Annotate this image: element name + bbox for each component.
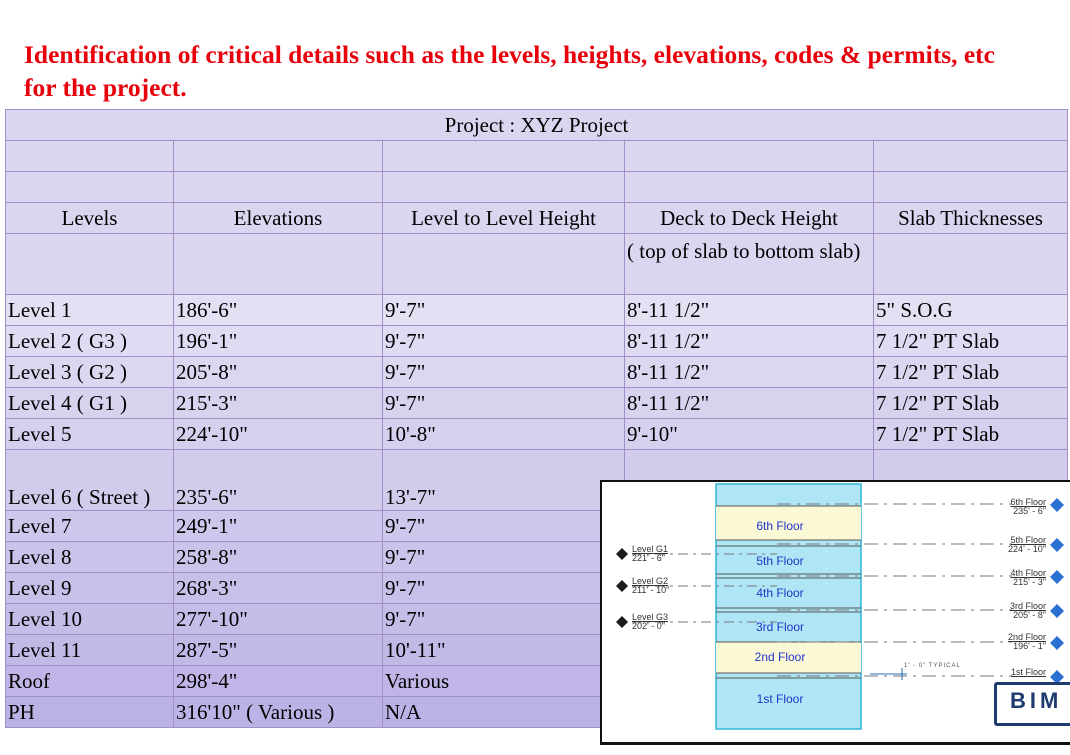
heading-line-2: for the project.	[24, 73, 187, 102]
floor-label-5: 5th Floor	[756, 554, 804, 568]
blank-row	[6, 141, 1068, 172]
blank-cell	[874, 234, 1068, 295]
right-level-3-elev: 205' - 8"	[1013, 610, 1046, 620]
bim-logo-text: BIM	[1010, 688, 1063, 713]
table-cell: 224'-10"	[174, 419, 383, 450]
right-level-6-elev: 235' - 6"	[1013, 506, 1046, 516]
left-level-g2	[632, 577, 669, 595]
right-level-1-name: 1st Floor	[1010, 667, 1046, 677]
blank-cell	[6, 234, 174, 295]
right-level-3-name: 3rd Floor	[1009, 601, 1046, 611]
right-level-4	[992, 569, 1046, 587]
blank-cell	[6, 141, 174, 172]
blank-cell	[174, 172, 383, 203]
table-cell: Roof	[6, 666, 174, 697]
right-level-5-elev: 224' - 10"	[1008, 544, 1046, 554]
left-level-g1-elev: 221' - 6"	[632, 553, 665, 563]
left-level-g1	[632, 545, 668, 563]
right-level-6-name: 6th Floor	[1010, 497, 1046, 507]
blank-cell	[383, 141, 625, 172]
column-header: Deck to Deck Height	[625, 203, 874, 234]
table-row	[6, 388, 1068, 419]
blank-cell	[874, 141, 1068, 172]
blank-cell	[383, 172, 625, 203]
table-cell: Various	[383, 666, 625, 697]
header-row	[6, 203, 1068, 234]
table-cell: 7 1/2" PT Slab	[874, 326, 1068, 357]
title-row	[6, 110, 1068, 141]
blank-cell	[174, 141, 383, 172]
table-cell: Level 8	[6, 542, 174, 573]
table-row	[6, 357, 1068, 388]
blank-cell	[174, 234, 383, 295]
table-cell: PH	[6, 697, 174, 728]
left-level-g3-name: Level G3	[632, 612, 669, 622]
left-level-g2-elev: 211' - 10"	[632, 585, 670, 595]
table-cell: 277'-10"	[174, 604, 383, 635]
right-level-5	[992, 536, 1046, 554]
right-level-2-name: 2nd Floor	[1007, 632, 1046, 642]
table-row	[6, 295, 1068, 326]
right-level-2-elev: 196' - 1"	[1013, 641, 1046, 651]
table-cell: 9'-7"	[383, 326, 625, 357]
typical-dimension-note: 1' - 0" TYPICAL	[904, 663, 961, 669]
blank-cell	[383, 234, 625, 295]
floor-label-4: 4th Floor	[756, 586, 804, 600]
table-cell: N/A	[383, 697, 625, 728]
left-level-g3-elev: 202' - 0"	[632, 621, 665, 631]
table-cell: 13'-7"	[383, 450, 625, 511]
building-section-drawing	[600, 480, 1070, 745]
table-cell: 298'-4"	[174, 666, 383, 697]
heading-line-1: Identification of critical details such as the levels, heights, elevations, codes & permits, etc	[24, 40, 995, 69]
table-cell: 268'-3"	[174, 573, 383, 604]
blank-cell	[874, 172, 1068, 203]
table-cell: 9'-7"	[383, 388, 625, 419]
right-level-5-name: 5th Floor	[1010, 535, 1046, 545]
column-header: Elevations	[174, 203, 383, 234]
blank-cell	[625, 172, 874, 203]
table-cell: 205'-8"	[174, 357, 383, 388]
floor-label-6: 6th Floor	[756, 519, 804, 533]
column-header: Slab Thicknesses	[874, 203, 1068, 234]
page-heading	[24, 38, 1070, 104]
blank-cell	[625, 141, 874, 172]
table-cell: 8'-11 1/2"	[625, 295, 874, 326]
column-header: Levels	[6, 203, 174, 234]
left-level-g2-name: Level G2	[632, 576, 669, 586]
table-cell: Level 4 ( G1 )	[6, 388, 174, 419]
right-level-3	[992, 602, 1046, 620]
table-cell: 287'-5"	[174, 635, 383, 666]
table-cell: 9'-7"	[383, 357, 625, 388]
table-row	[6, 326, 1068, 357]
table-cell: 235'-6"	[174, 450, 383, 511]
table-cell: Level 6 ( Street )	[6, 450, 174, 511]
table-cell: 316'10" ( Various )	[174, 697, 383, 728]
table-cell: 215'-3"	[174, 388, 383, 419]
table-cell: 186'-6"	[174, 295, 383, 326]
right-level-4-elev: 215' - 3"	[1013, 577, 1046, 587]
table-cell: 7 1/2" PT Slab	[874, 419, 1068, 450]
left-level-g3	[632, 613, 668, 631]
table-cell: Level 5	[6, 419, 174, 450]
blank-row	[6, 172, 1068, 203]
table-cell: 196'-1"	[174, 326, 383, 357]
table-cell: Level 2 ( G3 )	[6, 326, 174, 357]
table-row	[6, 419, 1068, 450]
table-cell: 8'-11 1/2"	[625, 357, 874, 388]
table-cell: 10'-11"	[383, 635, 625, 666]
table-cell: Level 9	[6, 573, 174, 604]
table-cell: 258'-8"	[174, 542, 383, 573]
deck-height-note: ( top of slab to bottom slab)	[625, 234, 874, 295]
table-cell: 9'-7"	[383, 542, 625, 573]
table-cell: 8'-11 1/2"	[625, 326, 874, 357]
right-level-4-name: 4th Floor	[1010, 568, 1046, 578]
table-cell: 10'-8"	[383, 419, 625, 450]
bim-logo	[994, 682, 1070, 726]
table-cell: 9'-7"	[383, 604, 625, 635]
table-cell: 249'-1"	[174, 511, 383, 542]
table-cell: 9'-10"	[625, 419, 874, 450]
floor-label-1: 1st Floor	[756, 692, 804, 706]
right-level-1	[992, 668, 1046, 677]
left-level-g1-name: Level G1	[632, 544, 669, 554]
table-cell: 9'-7"	[383, 573, 625, 604]
right-level-2	[992, 633, 1046, 651]
table-cell: Level 3 ( G2 )	[6, 357, 174, 388]
table-cell: 9'-7"	[383, 295, 625, 326]
project-title: Project : XYZ Project	[6, 110, 1068, 141]
floor-label-3: 3rd Floor	[755, 620, 805, 634]
table-cell: 7 1/2" PT Slab	[874, 357, 1068, 388]
table-cell: Level 1	[6, 295, 174, 326]
floor-label-2: 2nd Floor	[754, 650, 806, 664]
table-cell: 9'-7"	[383, 511, 625, 542]
table-cell: Level 11	[6, 635, 174, 666]
column-header: Level to Level Height	[383, 203, 625, 234]
table-cell: 5" S.O.G	[874, 295, 1068, 326]
right-level-6	[992, 498, 1046, 516]
blank-cell	[6, 172, 174, 203]
table-cell: 8'-11 1/2"	[625, 388, 874, 419]
table-cell: Level 10	[6, 604, 174, 635]
table-cell: Level 7	[6, 511, 174, 542]
note-row	[6, 234, 1068, 295]
table-cell: 7 1/2" PT Slab	[874, 388, 1068, 419]
